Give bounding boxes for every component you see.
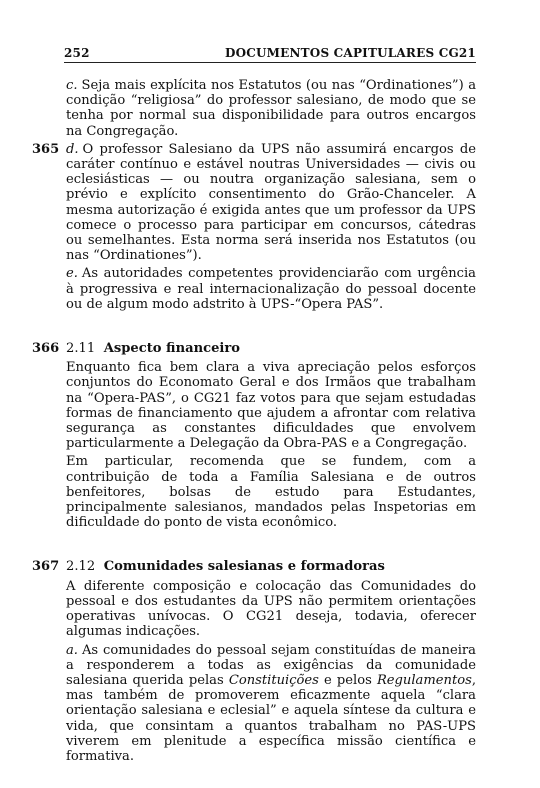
italic-term: Constituições [228, 672, 319, 688]
margin-number: 365 [32, 141, 60, 157]
margin-number: 366 [32, 341, 60, 357]
section-title: Aspecto financeiro [103, 341, 241, 357]
paragraph-text: As autoridades competentes providenciarão com urgência à progressiva e real internacionalização do pessoal docente ou de algum modo adstrito à UPS-“Opera PAS”. [66, 266, 476, 312]
paragraph-c [66, 78, 476, 139]
section-title: Comunidades salesianas e formadoras [103, 559, 385, 575]
paragraph-communities-1: A diferente composição e colocação das Comunidades do pessoal e dos estudantes da UPS não permitem orientações operativas unívocas. O CG21 deseja, todavia, oferecer algumas indicações. [66, 578, 476, 640]
section-number: 2.11 [66, 341, 96, 357]
section-heading-2-12 [32, 559, 476, 575]
page-number: 252 [64, 46, 90, 60]
running-title: DOCUMENTOS CAPITULARES CG21 [224, 46, 476, 60]
paragraph-e [66, 266, 476, 312]
paragraph-financial-2: Em particular, recomenda que se fundem, com a contribuição de toda a Família Salesiana e de outros benfeitores, bolsas de estudo para Estudantes, principalmente salesianos, mandados pelas Inspetorias em dificuldade do ponto de vista econômico. [66, 454, 476, 531]
italic-term: Regulamentos [376, 672, 472, 688]
margin-number: 367 [32, 559, 60, 575]
item-letter: d. [66, 141, 79, 157]
running-header [64, 46, 476, 63]
paragraph-text: O professor Salesiano da UPS não assumirá encargos de caráter contínuo e estável noutras Universidades — civis ou eclesiásticas — ou noutra organização salesiana, sem o prévio e explícito consentimento do Grão-Chanceler. A mesma autorização é exigida antes que um professor da UPS comece o processo para participar em concursos, cátedras ou semelhantes. Esta norma será inserida nos Estatutos (ou nas “Ordinationes”). [66, 141, 476, 264]
paragraph-d [32, 141, 476, 264]
paragraph-text-part: e pelos [318, 672, 377, 688]
page-body [32, 78, 476, 767]
paragraph-text-part: As comunidades do pessoal sejam constituídas de maneira a responderem a todas as exigências da comunidade salesiana querida pelas [66, 642, 476, 688]
paragraph-text-part: , mas também de promoverem eficazmente aquela “clara orientação salesiana e eclesial” e aquela síntese da cultura e vida, que consintam a quantos trabalham no PAS-UPS viverem em plenitude a específica missão científica e formativa. [66, 672, 476, 764]
section-heading-2-11 [32, 341, 476, 357]
item-letter: c. [66, 78, 78, 93]
item-letter: e. [66, 266, 78, 282]
paragraph-a [66, 643, 476, 765]
paragraph-text: Seja mais explícita nos Estatutos (ou nas “Ordinationes”) a condição “religiosa” do professor salesiano, de modo que se tenha por normal sua disponibilidade para outros encargos na Congregação. [66, 78, 476, 139]
paragraph-financial-1: Enquanto fica bem clara a viva apreciação pelos esforços conjuntos do Economato Geral e dos Irmãos que trabalham na “Opera-PAS”, o CG21 faz votos para que sejam estudadas formas de financiamento que ajudem a afrontar com relativa segurança as constantes dificuldades que envolvem particularmente a Delegação da Obra-PAS e a Congregação. [66, 360, 476, 452]
section-number: 2.12 [66, 559, 96, 575]
item-letter: a. [66, 642, 78, 658]
